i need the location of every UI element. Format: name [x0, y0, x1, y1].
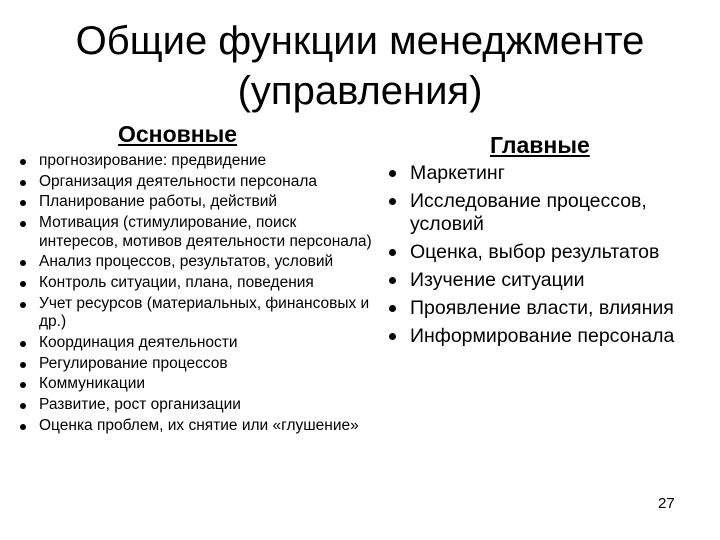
list-item: Развитие, рост организации — [20, 396, 375, 415]
right-bullet-list — [385, 162, 715, 353]
bullet-icon — [20, 403, 26, 409]
bullet-icon — [20, 281, 26, 287]
list-item: Организация деятельности персонала — [20, 173, 375, 192]
bullet-icon — [389, 170, 396, 177]
right-column-heading: Главные — [490, 132, 590, 158]
bullet-icon — [20, 341, 26, 347]
list-item: Мотивация (стимулирование, поиск интересов, мотивов деятельности персонала) — [20, 214, 375, 251]
list-item: Планирование работы, действий — [20, 193, 375, 212]
list-item: Учет ресурсов (материальных, финансовых и др.) — [20, 295, 375, 332]
list-item: Анализ процессов, результатов, условий — [20, 253, 375, 272]
bullet-icon — [20, 362, 26, 368]
bullet-icon — [20, 221, 26, 227]
left-bullet-list — [20, 152, 375, 437]
list-item: Проявление власти, влияния — [385, 297, 715, 320]
title-line-2: (управления) — [237, 69, 483, 113]
bullet-icon — [389, 249, 396, 256]
list-item: Изучение ситуации — [385, 269, 715, 292]
title-line-1: Общие функции менеджменте — [75, 19, 645, 63]
bullet-icon — [389, 198, 396, 205]
list-item: Контроль ситуации, плана, поведения — [20, 274, 375, 293]
list-item: прогнозирование: предвидение — [20, 152, 375, 171]
bullet-icon — [20, 302, 26, 308]
list-item: Оценка, выбор результатов — [385, 241, 715, 264]
slide-title — [60, 16, 660, 116]
bullet-icon — [20, 159, 26, 165]
list-item: Маркетинг — [385, 162, 715, 185]
list-item: Оценка проблем, их снятие или «глушение» — [20, 417, 375, 436]
list-item: Исследование процессов, условий — [385, 190, 715, 236]
list-item: Координация деятельности — [20, 334, 375, 353]
list-item: Коммуникации — [20, 375, 375, 394]
left-column-heading: Основные — [118, 121, 238, 147]
page-number: 27 — [658, 495, 675, 512]
bullet-icon — [20, 424, 26, 430]
bullet-icon — [20, 382, 26, 388]
bullet-icon — [20, 260, 26, 266]
bullet-icon — [389, 305, 396, 312]
bullet-icon — [389, 333, 396, 340]
list-item: Регулирование процессов — [20, 355, 375, 374]
bullet-icon — [20, 200, 26, 206]
bullet-icon — [389, 277, 396, 284]
bullet-icon — [20, 180, 26, 186]
list-item: Информирование персонала — [385, 325, 715, 348]
